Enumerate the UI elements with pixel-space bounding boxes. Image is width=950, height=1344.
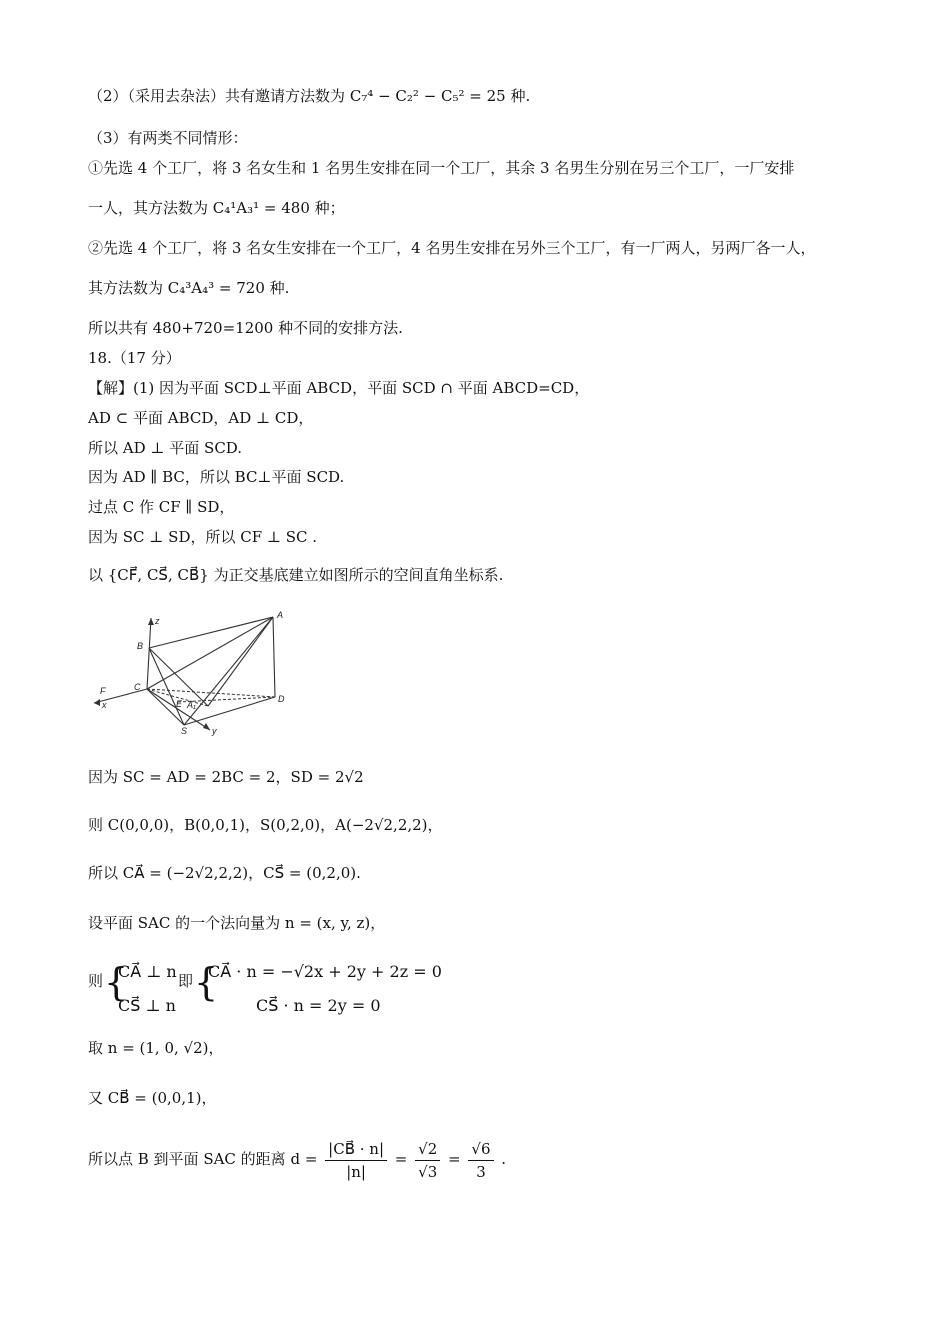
label-d: D [278,694,285,704]
sys-mid: 即 [178,972,194,990]
label-f: F [100,686,106,696]
line-12: 因为 AD ∥ BC，所以 BC⊥平面 SCD. [88,468,345,486]
fraction-2-den: √3 [418,1162,438,1181]
fraction-3-num: √6 [468,1138,493,1161]
label-a: A [277,610,284,620]
period: . [501,1150,507,1168]
line-9: 【解】(1) 因为平面 SCD⊥平面 ABCD，平面 SCD ∩ 平面 ABCD=CD， [88,379,590,397]
fraction-3-den: 3 [476,1162,486,1181]
fraction-2-num: √2 [415,1138,440,1161]
line-19: 设平面 SAC 的一个法向量为 n = (x, y, z)， [88,914,386,932]
line-10: AD ⊂ 平面 ABCD，AD ⊥ CD， [88,409,314,427]
fraction-1-num: |CB⃗ · n| [325,1138,387,1161]
line-1: （2）（采用去杂法）共有邀请方法数为 C₇⁴ − C₂² − C₅² = 25 种. [88,87,531,105]
line-7: 所以共有 480+720=1200 种不同的安排方法. [88,319,403,337]
line-16: 因为 SC = AD = 2BC = 2，SD = 2√2 [88,768,364,786]
sys-b: CS⃗ ⊥ n [118,996,176,1015]
line-14: 因为 SC ⊥ SD，所以 CF ⊥ SC . [88,528,318,546]
line-13: 过点 C 作 CF ∥ SD， [88,498,235,516]
coordinate-figure [88,600,298,745]
line-11: 所以 AD ⊥ 平面 SCD. [88,439,243,457]
label-a1: A₁ [187,700,196,710]
label-e: E [176,699,183,709]
sys-c: CA⃗ · n = −√2x + 2y + 2z = 0 [208,962,442,981]
label-y: y [212,726,217,736]
line-21: 取 n = (1, 0, √2)， [88,1039,224,1057]
fraction-2 [415,1138,440,1183]
sys-a: CA⃗ ⊥ n [118,962,177,981]
line-6: 其方法数为 C₄³A₄³ = 720 种. [88,279,290,297]
line-8: 18.（17 分） [88,349,181,367]
label-c: C [134,682,141,692]
line-3: ①先选 4 个工厂，将 3 名女生和 1 名男生安排在同一个工厂，其余 3 名男生分别在另三个工厂，一厂安排 [88,159,795,177]
distance-prefix: 所以点 B 到平面 SAC 的距离 d = [88,1150,318,1168]
sys-brace-right: { [194,960,219,1004]
fraction-1-den: |n| [346,1162,366,1181]
line-4: 一人，其方法数为 C₄¹A₃¹ = 480 种； [88,199,345,217]
equals-1: = [394,1150,408,1168]
z-axis [147,618,151,689]
line-23 [88,1132,506,1186]
fraction-1 [325,1138,387,1183]
label-s: S [181,726,188,736]
label-x: x [102,700,107,710]
sys-d: CS⃗ · n = 2y = 0 [256,996,381,1015]
line-18: 所以 CA⃗ = (−2√2,2,2)，CS⃗ = (0,2,0). [88,864,361,882]
label-b: B [137,641,144,651]
label-z: z [155,616,160,626]
fraction-3 [468,1138,493,1183]
line-5: ②先选 4 个工厂，将 3 名女生安排在一个工厂，4 名男生安排在另外三个工厂，有一厂两人，另两厂各一人， [88,239,816,257]
sys-prefix: 则 [88,972,104,990]
line-22: 又 CB⃗ = (0,0,1)， [88,1089,217,1107]
y-axis [147,689,210,730]
sys-brace-left: { [104,960,129,1004]
equals-2: = [448,1150,461,1168]
line-17: 则 C(0,0,0)，B(0,0,1)，S(0,2,0)，A(−2√2,2,2)， [88,816,443,834]
line-15: 以 {CF⃗, CS⃗, CB⃗} 为正交基底建立如图所示的空间直角坐标系. [88,566,504,584]
line-2: （3）有两类不同情形： [88,129,248,147]
